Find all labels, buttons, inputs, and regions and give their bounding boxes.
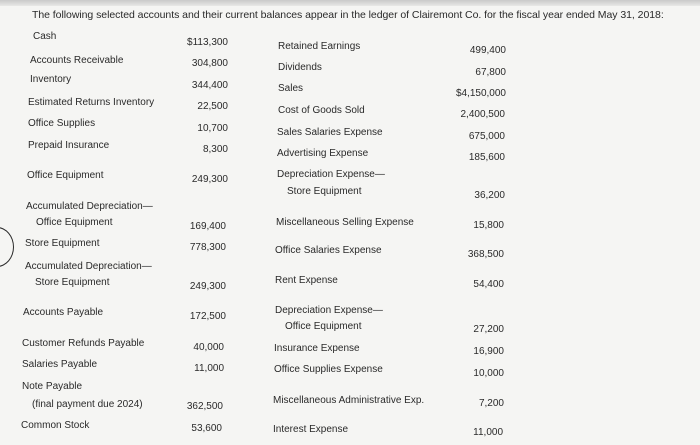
left-account-name: Accumulated Depreciation— [26, 201, 153, 212]
right-account-amount: 54,400 [473, 279, 504, 290]
left-account-name: Accounts Payable [23, 307, 104, 318]
left-account-amount: 40,000 [193, 342, 224, 353]
left-account-amount: 778,300 [189, 242, 226, 253]
left-account-name-cont: (final payment due 2024) [32, 399, 143, 410]
left-account-name: Estimated Returns Inventory [28, 97, 155, 108]
right-account-amount: 368,500 [467, 249, 504, 260]
left-account-name: Store Equipment [25, 238, 100, 249]
right-account-amount: 67,800 [475, 67, 506, 78]
right-account-name: Sales [278, 83, 304, 94]
right-account-name: Retained Earnings [278, 41, 361, 52]
left-account-name: Salaries Payable [22, 359, 98, 370]
left-account-amount: 8,300 [202, 144, 228, 155]
right-account-amount: 16,900 [473, 346, 504, 357]
left-account-amount: 362,500 [186, 401, 223, 412]
left-account-name: Office Supplies [28, 118, 96, 129]
left-account-name: Accounts Receivable [30, 55, 124, 66]
left-account-name: Common Stock [21, 420, 90, 431]
left-account-amount: 172,500 [189, 311, 226, 322]
right-account-name: Office Supplies Expense [274, 364, 383, 375]
right-account-name-cont: Office Equipment [285, 321, 362, 332]
left-account-amount: 11,000 [194, 363, 224, 374]
left-account-name: Inventory [30, 74, 72, 85]
left-account-name: Cash [33, 31, 57, 42]
left-account-name: Accumulated Depreciation— [25, 261, 152, 272]
left-account-name: Note Payable [22, 381, 83, 392]
right-account-name: Depreciation Expense— [275, 305, 383, 316]
right-account-amount: 675,000 [468, 131, 505, 142]
right-account-amount: 27,200 [473, 324, 504, 335]
right-account-amount: 7,200 [478, 398, 504, 409]
right-account-name-cont: Store Equipment [287, 186, 362, 197]
left-account-amount: 249,300 [191, 174, 228, 185]
right-account-name: Interest Expense [273, 424, 349, 435]
right-account-amount: $4,150,000 [455, 88, 506, 99]
left-account-amount: 22,500 [197, 101, 228, 112]
left-account-amount: $113,300 [187, 37, 228, 48]
right-account-name: Sales Salaries Expense [277, 127, 383, 138]
right-account-amount: 10,000 [473, 368, 504, 379]
right-account-amount: 2,400,500 [460, 109, 505, 120]
left-account-amount: 249,300 [189, 281, 226, 292]
left-account-amount: 53,600 [191, 423, 222, 434]
right-account-amount: 36,200 [474, 190, 505, 201]
right-account-amount: 11,000 [473, 427, 503, 438]
right-account-name: Insurance Expense [274, 343, 360, 354]
left-account-amount: 344,400 [191, 80, 228, 91]
right-account-name: Cost of Goods Sold [278, 105, 365, 116]
left-account-amount: 169,400 [189, 221, 226, 232]
right-account-amount: 499,400 [469, 45, 506, 56]
left-account-name: Customer Refunds Payable [22, 338, 145, 349]
right-account-amount: 185,600 [468, 152, 505, 163]
problem-heading: The following selected accounts and their current balances appear in the ledger of Clairemont Co. for the fiscal year ended May 31, 2018: [32, 9, 664, 21]
right-account-name: Miscellaneous Selling Expense [276, 217, 414, 228]
left-account-amount: 10,700 [197, 123, 228, 134]
circle-annotation [0, 227, 14, 267]
right-account-amount: 15,800 [473, 220, 504, 231]
top-edge [0, 0, 700, 6]
right-account-name: Depreciation Expense— [277, 169, 385, 180]
right-account-name: Advertising Expense [277, 148, 369, 159]
right-account-name: Rent Expense [275, 275, 338, 286]
right-account-name: Miscellaneous Administrative Exp. [273, 395, 425, 406]
right-account-name: Dividends [278, 62, 322, 73]
left-account-name: Prepaid Insurance [28, 140, 110, 151]
left-account-name: Office Equipment [27, 170, 104, 181]
left-account-name-cont: Store Equipment [35, 277, 110, 288]
left-account-name-cont: Office Equipment [36, 217, 113, 228]
right-account-name: Office Salaries Expense [275, 245, 382, 256]
left-account-amount: 304,800 [191, 58, 228, 69]
